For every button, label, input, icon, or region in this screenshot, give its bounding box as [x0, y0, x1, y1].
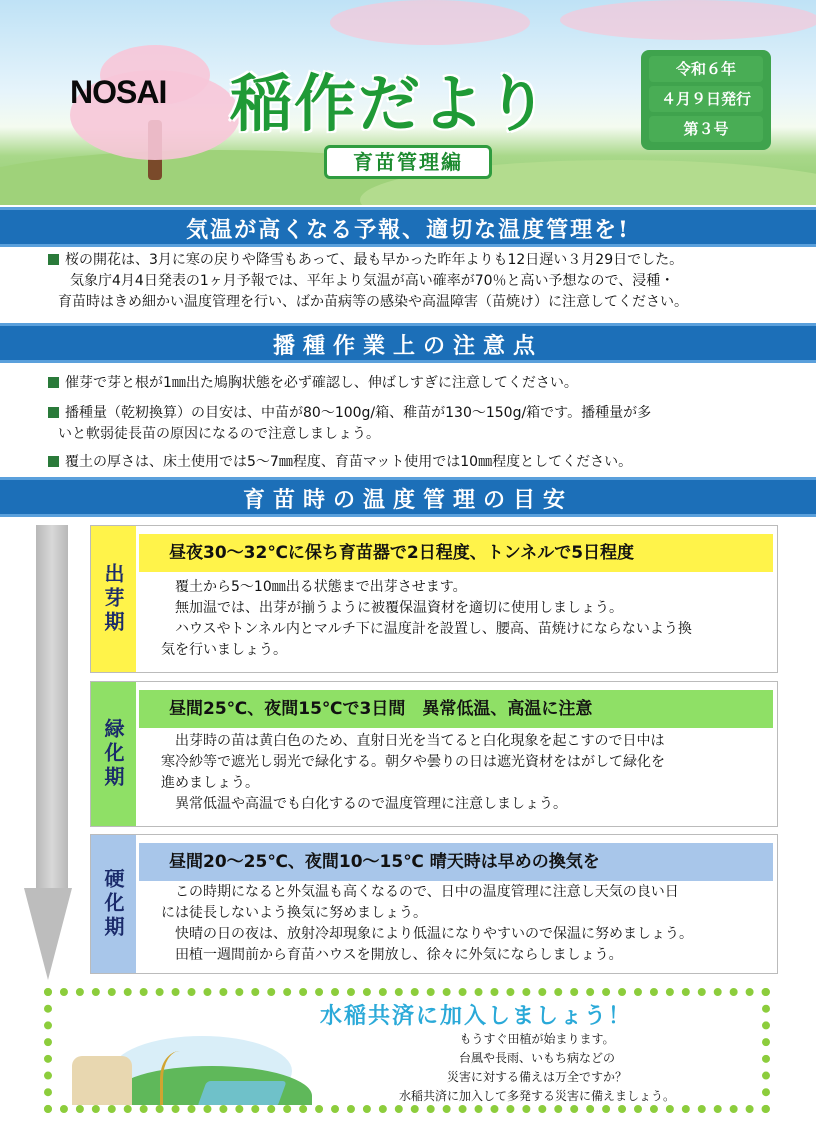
edition-subtitle: 育苗管理編 — [324, 145, 492, 179]
cherry-blossom-illustration — [560, 0, 816, 40]
section-heading-temperature-forecast: 気温が高くなる予報、適切な温度管理を! — [0, 207, 816, 247]
stage-hardening — [90, 834, 778, 974]
bullet-icon — [48, 456, 59, 467]
intro-line: 育苗時はきめ細かい温度管理を行い、ばか苗病等の感染や高温障害（苗焼け）に注意してください。 — [58, 294, 688, 310]
down-arrow-icon — [24, 888, 72, 980]
bullet-icon — [48, 407, 59, 418]
stage-body: この時期になると外気温も高くなるので、日中の温度管理に注意し天気の良い日 には徒長しないよう換気に努めましょう。 快晴の日の夜は、放射冷却現象により低温になりやすいので保温に努めましょう。 田植一週間前から育苗ハウスを開放し、徐々に外気にならしましょう。 — [161, 884, 693, 963]
issue-number: 第３号 — [649, 116, 763, 142]
insurance-promo-box — [44, 988, 770, 1113]
intro-line: 気象庁4月4日発表の1ヶ月予報では、平年より気温が高い確率が70％と高い予想なので、浸種・ — [70, 273, 675, 289]
promo-text: もうすぐ田植が始まります。 台風や長雨、いもち病などの 災害に対する備えは万全ですか？ 水稲共済に加入して多発する災害に備えましょう。 — [398, 1032, 675, 1103]
seeding-item: 播種量（乾籾換算）の目安は、中苗が80～100g/箱、稚苗が130～150g/箱です。播種量が多 いと軟弱徒長苗の原因になるので注意しましょう。 — [48, 403, 788, 445]
rice-seedling-tray-illustration — [197, 1081, 286, 1107]
issue-info-box — [641, 50, 771, 150]
stage-heading: 昼夜30～32℃に保ち育苗器で2日程度、トンネルで5日程度 — [139, 534, 773, 572]
stage-heading: 昼間20～25℃、夜間10～15℃ 晴天時は早めの換気を — [139, 843, 773, 881]
issue-date: ４月９日発行 — [649, 86, 763, 112]
progress-arrow-shaft — [36, 525, 68, 890]
bullet-icon — [48, 377, 59, 388]
seeding-item: 催芽で芽と根が1㎜出た鳩胸状態を必ず確認し、伸ばしすぎに注意してください。 — [48, 373, 788, 394]
rice-sack-illustration — [72, 1056, 132, 1111]
intro-line: 桜の開花は、3月に寒の戻りや降雪もあって、最も早かった昨年よりも12日遅い３月29日でした。 — [48, 250, 788, 271]
header-banner — [0, 0, 816, 205]
stage-body: 覆土から5～10㎜出る状態まで出芽させます。 無加温では、出芽が揃うように被覆保温資材を適切に使用しましょう。 ハウスやトンネル内とマルチ下に温度計を設置し、腰高、苗焼けにならないよう換 気を行いましょう。 — [161, 579, 692, 658]
section-heading-seeding-notes: 播種作業上の注意点 — [0, 323, 816, 363]
intro-paragraph — [48, 250, 788, 313]
cherry-blossom-illustration — [330, 0, 530, 45]
stage-label-box: 硬化期 — [91, 835, 136, 973]
bullet-icon — [48, 254, 59, 265]
stage-germination — [90, 525, 778, 673]
stage-greening — [90, 681, 778, 827]
stage-label-box: 緑化期 — [91, 682, 136, 826]
newsletter-title: 稲作だより — [230, 67, 551, 140]
rice-stalk-icon — [160, 1051, 200, 1106]
stage-label-box: 出芽期 — [91, 526, 136, 672]
nosai-logo: NOSAI — [70, 74, 167, 110]
issue-era: 令和６年 — [649, 56, 763, 82]
seeding-item: 覆土の厚さは、床土使用では5～7㎜程度、育苗マット使用では10㎜程度としてください。 — [48, 452, 788, 473]
stage-body: 出芽時の苗は黄白色のため、直射日光を当てると白化現象を起こすので日中は 寒冷紗等で遮光し弱光で緑化する。朝夕や曇りの日は遮光資材をはがして緑化を 進めましょう。 異常低温や高温でも白化するので温度管理に注意しましょう。 — [161, 733, 665, 812]
section-heading-temperature-guide: 育苗時の温度管理の目安 — [0, 477, 816, 517]
promo-title: 水稲共済に加入しましょう！ — [320, 1004, 633, 1029]
stage-heading: 昼間25℃、夜間15℃で3日間 異常低温、高温に注意 — [139, 690, 773, 728]
